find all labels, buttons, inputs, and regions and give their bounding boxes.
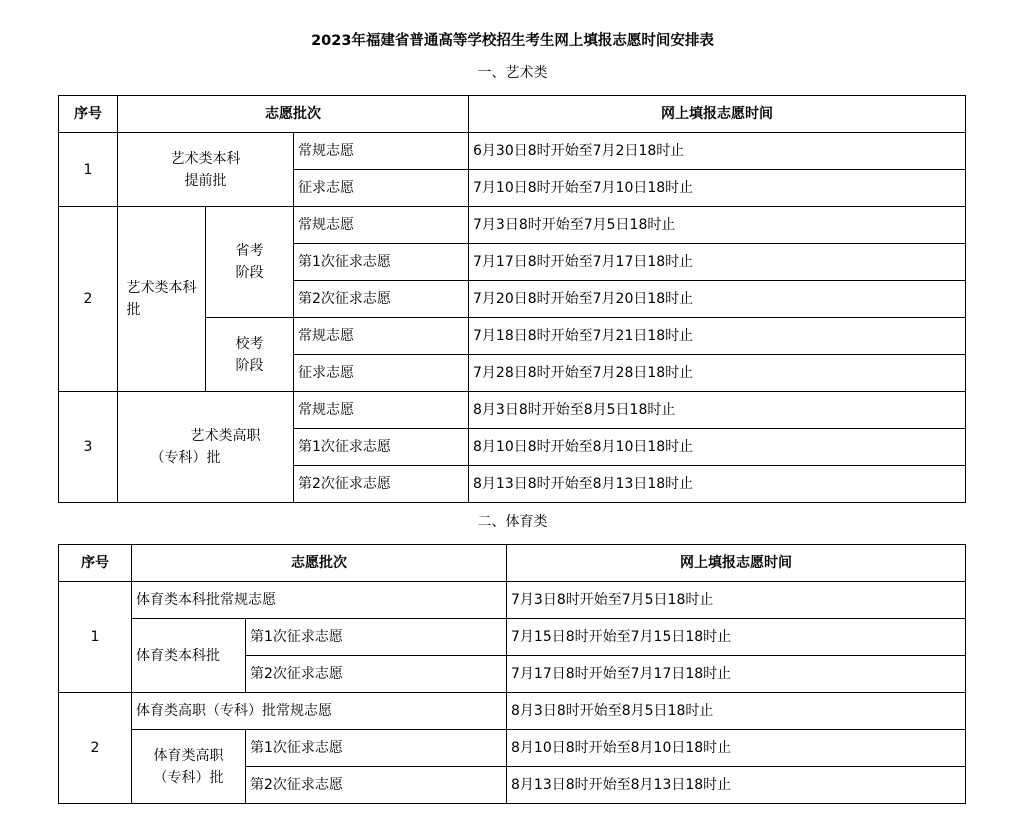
- row-no: 1: [59, 133, 118, 207]
- batch-name-line2: （专科）批: [150, 450, 221, 466]
- header-batch: 志愿批次: [118, 96, 469, 133]
- volunteer-type: 第2次征求志愿: [294, 466, 469, 503]
- table-row: [59, 693, 966, 730]
- fill-time: 8月3日8时开始至8月5日18时止: [507, 693, 966, 730]
- row-no: 2: [59, 207, 118, 392]
- batch-name: 体育类本科批常规志愿: [132, 582, 507, 619]
- fill-time: 7月28日8时开始至7月28日18时止: [469, 355, 966, 392]
- fill-time: 7月18日8时开始至7月21日18时止: [469, 318, 966, 355]
- fill-time: 7月3日8时开始至7月5日18时止: [469, 207, 966, 244]
- section-heading-art: 一、艺术类: [477, 65, 548, 81]
- header-no: 序号: [59, 545, 132, 582]
- batch-name: 体育类高职（专科）批常规志愿: [132, 693, 507, 730]
- batch-name: [118, 392, 294, 503]
- table-row: [59, 582, 966, 619]
- header-batch: 志愿批次: [132, 545, 507, 582]
- stage-name-line1: 校考: [235, 335, 264, 352]
- volunteer-type: 征求志愿: [294, 170, 469, 207]
- fill-time: 8月10日8时开始至8月10日18时止: [469, 429, 966, 466]
- batch-name-line2: 提前批: [184, 172, 227, 189]
- fill-time: 8月13日8时开始至8月13日18时止: [469, 466, 966, 503]
- batch-name-line2: 批: [126, 302, 141, 318]
- fill-time: 8月3日8时开始至8月5日18时止: [469, 392, 966, 429]
- table-header-row: [59, 545, 966, 582]
- sub-batch-line1: 体育类高职: [153, 747, 224, 764]
- stage-name: [206, 207, 294, 318]
- batch-name-line1: 艺术类高职: [190, 428, 261, 444]
- table-row: [59, 207, 966, 244]
- header-no: 序号: [59, 96, 118, 133]
- volunteer-type: 第1次征求志愿: [294, 244, 469, 281]
- row-no: 2: [59, 693, 132, 804]
- volunteer-type: 第1次征求志愿: [294, 429, 469, 466]
- volunteer-type: 常规志愿: [294, 207, 469, 244]
- table-row: [59, 133, 966, 170]
- page-title: 2023年福建省普通高等学校招生考生网上填报志愿时间安排表: [311, 33, 714, 49]
- fill-time: 7月17日8时开始至7月17日18时止: [469, 244, 966, 281]
- batch-name-line1: 艺术类本科: [170, 150, 241, 167]
- fill-time: 7月3日8时开始至7月5日18时止: [507, 582, 966, 619]
- volunteer-type: 第1次征求志愿: [246, 730, 507, 767]
- stage-name: [206, 318, 294, 392]
- batch-name-line1: 艺术类本科: [126, 280, 197, 296]
- header-time: 网上填报志愿时间: [469, 96, 966, 133]
- volunteer-type: 第2次征求志愿: [246, 656, 507, 693]
- row-no: 1: [59, 582, 132, 693]
- batch-name: [118, 133, 294, 207]
- fill-time: 6月30日8时开始至7月2日18时止: [469, 133, 966, 170]
- header-time: 网上填报志愿时间: [507, 545, 966, 582]
- fill-time: 8月13日8时开始至8月13日18时止: [507, 767, 966, 804]
- sub-batch-line2: （专科）批: [153, 769, 224, 786]
- batch-name: [118, 207, 206, 392]
- fill-time: 7月17日8时开始至7月17日18时止: [507, 656, 966, 693]
- volunteer-type: 第2次征求志愿: [294, 281, 469, 318]
- volunteer-type: 常规志愿: [294, 318, 469, 355]
- fill-time: 7月15日8时开始至7月15日18时止: [507, 619, 966, 656]
- table-row: [59, 619, 966, 656]
- table-row: [59, 392, 966, 429]
- art-schedule-table: [58, 95, 966, 503]
- fill-time: 8月10日8时开始至8月10日18时止: [507, 730, 966, 767]
- volunteer-type: 第2次征求志愿: [246, 767, 507, 804]
- stage-name-line1: 省考: [235, 243, 264, 259]
- fill-time: 7月20日8时开始至7月20日18时止: [469, 281, 966, 318]
- volunteer-type: 征求志愿: [294, 355, 469, 392]
- volunteer-type: 常规志愿: [294, 392, 469, 429]
- volunteer-type: 第1次征求志愿: [246, 619, 507, 656]
- sub-batch-name: [132, 730, 246, 804]
- sports-schedule-table: [58, 544, 966, 804]
- row-no: 3: [59, 392, 118, 503]
- section-heading-sports: 二、体育类: [477, 514, 548, 530]
- stage-name-line2: 阶段: [235, 357, 264, 374]
- table-row: [59, 730, 966, 767]
- table-header-row: [59, 96, 966, 133]
- volunteer-type: 常规志愿: [294, 133, 469, 170]
- stage-name-line2: 阶段: [235, 265, 264, 281]
- fill-time: 7月10日8时开始至7月10日18时止: [469, 170, 966, 207]
- sub-batch-name: 体育类本科批: [132, 619, 246, 693]
